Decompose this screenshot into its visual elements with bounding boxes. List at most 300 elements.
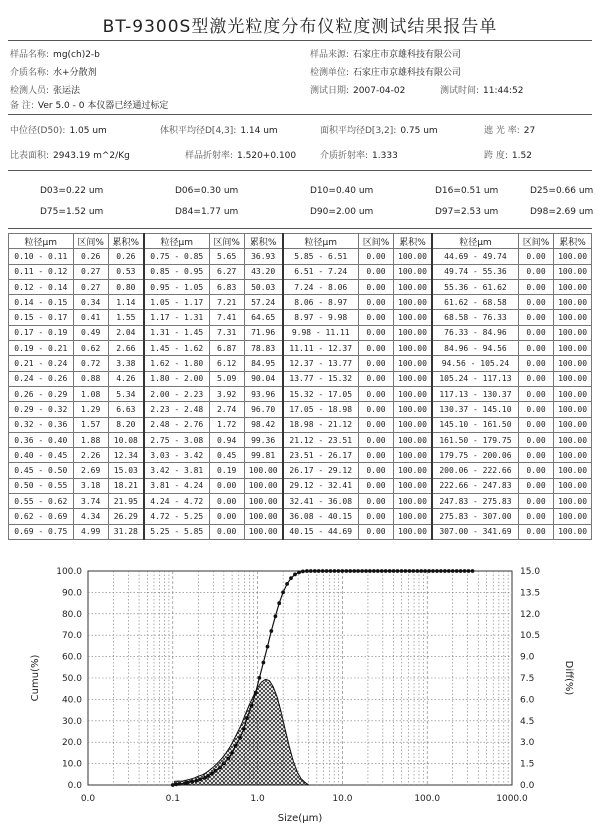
cumulative-point bbox=[356, 569, 360, 573]
cumulative-point bbox=[352, 569, 356, 573]
sample-source: 样品来源: 石家庄市京雄科技有限公司 bbox=[310, 50, 462, 60]
table-cell: 0.26 bbox=[73, 249, 108, 264]
table-cell: 2.74 bbox=[209, 402, 244, 417]
table-cell: 222.66 - 247.83 bbox=[432, 478, 519, 493]
table-row bbox=[9, 417, 592, 432]
table-cell: 26.29 bbox=[108, 509, 144, 524]
percentile-value: 0.22 um bbox=[65, 186, 104, 196]
cumulative-point bbox=[384, 569, 388, 573]
table-cell: 0.55 - 0.62 bbox=[9, 494, 74, 509]
table-cell: 179.75 - 200.06 bbox=[432, 448, 519, 463]
table-cell: 0.72 bbox=[73, 356, 108, 371]
cumulative-point bbox=[439, 569, 443, 573]
table-cell: 64.65 bbox=[244, 310, 282, 325]
table-cell: 50.03 bbox=[244, 279, 282, 294]
cumulative-point bbox=[206, 774, 210, 778]
table-cell: 0.21 - 0.24 bbox=[9, 356, 74, 371]
cumulative-point bbox=[226, 757, 230, 761]
table-cell: 0.10 - 0.11 bbox=[9, 249, 74, 264]
d43: 体积平均径D[4,3]: 1.14 um bbox=[160, 126, 278, 136]
percentile-item bbox=[40, 207, 103, 217]
x-tick-label: 10.0 bbox=[332, 794, 353, 804]
cumulative-point bbox=[372, 569, 376, 573]
table-cell: 6.27 bbox=[209, 264, 244, 279]
table-cell: 6.51 - 7.24 bbox=[283, 264, 359, 279]
span: 跨 度: 1.52 bbox=[484, 151, 532, 161]
cumulative-point bbox=[297, 571, 301, 575]
table-cell: 0.00 bbox=[358, 249, 393, 264]
table-cell: 100.00 bbox=[394, 463, 432, 478]
table-cell: 100.00 bbox=[394, 524, 432, 539]
table-cell: 100.00 bbox=[394, 402, 432, 417]
table-cell: 100.00 bbox=[394, 264, 432, 279]
table-cell: 2.69 bbox=[73, 463, 108, 478]
table-cell: 8.97 - 9.98 bbox=[283, 310, 359, 325]
percentile-item bbox=[310, 207, 373, 217]
table-cell: 0.69 - 0.75 bbox=[9, 524, 74, 539]
table-cell: 0.45 - 0.50 bbox=[9, 463, 74, 478]
table-cell: 31.28 bbox=[108, 524, 144, 539]
table-cell: 0.34 bbox=[73, 295, 108, 310]
percentile-label: D84= bbox=[175, 207, 201, 217]
table-row bbox=[9, 448, 592, 463]
table-cell: 1.72 bbox=[209, 417, 244, 432]
percentile-value: 0.66 um bbox=[555, 186, 594, 196]
table-cell: 40.15 - 44.69 bbox=[283, 524, 359, 539]
table-cell: 0.27 bbox=[73, 264, 108, 279]
table-cell: 2.66 bbox=[108, 341, 144, 356]
percentile-item bbox=[40, 186, 103, 196]
cumulative-point bbox=[285, 582, 289, 586]
table-row bbox=[9, 325, 592, 340]
x-tick-label: 0.1 bbox=[165, 794, 180, 804]
table-cell: 100.00 bbox=[554, 478, 592, 493]
table-cell: 4.72 - 5.25 bbox=[144, 509, 209, 524]
table-cell: 0.00 bbox=[358, 463, 393, 478]
y-left-tick-label: 10.0 bbox=[61, 759, 82, 770]
table-cell: 100.00 bbox=[394, 386, 432, 401]
cumulative-point bbox=[210, 772, 214, 776]
sample-refractive-index: 样品折射率: 1.520+0.100 bbox=[185, 151, 297, 161]
table-cell: 100.00 bbox=[244, 509, 282, 524]
cumulative-point bbox=[368, 569, 372, 573]
cumulative-point bbox=[329, 569, 333, 573]
percentile-value: 0.40 um bbox=[335, 186, 374, 196]
table-cell: 1.55 bbox=[108, 310, 144, 325]
x-tick-label: 0.0 bbox=[80, 794, 96, 804]
y-left-tick-label: 70.0 bbox=[61, 631, 82, 642]
divider bbox=[8, 170, 592, 171]
table-cell: 4.24 - 4.72 bbox=[144, 494, 209, 509]
table-cell: 15.32 - 17.05 bbox=[283, 386, 359, 401]
table-cell: 0.85 - 0.95 bbox=[144, 264, 209, 279]
table-cell: 0.27 bbox=[73, 279, 108, 294]
table-cell: 21.12 - 23.51 bbox=[283, 432, 359, 447]
table-cell: 100.00 bbox=[554, 249, 592, 264]
table-row bbox=[9, 494, 592, 509]
divider bbox=[8, 40, 592, 41]
table-cell: 0.49 bbox=[73, 325, 108, 340]
y-right-axis-label: Diff(%) bbox=[563, 660, 574, 696]
table-header-cell: 累积% bbox=[394, 234, 432, 249]
table-cell: 2.23 - 2.48 bbox=[144, 402, 209, 417]
cumulative-point bbox=[423, 569, 427, 573]
table-cell: 100.00 bbox=[394, 325, 432, 340]
table-cell: 1.29 bbox=[73, 402, 108, 417]
table-cell: 90.04 bbox=[244, 371, 282, 386]
tester: 检测人员: 张运法 bbox=[10, 86, 81, 96]
table-row bbox=[9, 341, 592, 356]
table-cell: 0.00 bbox=[358, 386, 393, 401]
cumulative-point bbox=[262, 661, 266, 665]
cumulative-point bbox=[348, 569, 352, 573]
table-cell: 61.62 - 68.58 bbox=[432, 295, 519, 310]
d32: 面积平均径D[3,2]: 0.75 um bbox=[320, 126, 438, 136]
table-cell: 0.00 bbox=[518, 494, 553, 509]
table-cell: 5.25 - 5.85 bbox=[144, 524, 209, 539]
table-cell: 0.17 - 0.19 bbox=[9, 325, 74, 340]
table-cell: 6.63 bbox=[108, 402, 144, 417]
table-cell: 3.92 bbox=[209, 386, 244, 401]
table-cell: 8.06 - 8.97 bbox=[283, 295, 359, 310]
table-cell: 2.48 - 2.76 bbox=[144, 417, 209, 432]
table-cell: 100.00 bbox=[554, 463, 592, 478]
table-cell: 9.98 - 11.11 bbox=[283, 325, 359, 340]
table-header-cell: 粒径μm bbox=[283, 234, 359, 249]
table-cell: 0.15 - 0.17 bbox=[9, 310, 74, 325]
table-cell: 0.00 bbox=[209, 478, 244, 493]
table-cell: 3.42 - 3.81 bbox=[144, 463, 209, 478]
y-left-tick-label: 30.0 bbox=[61, 716, 82, 727]
table-cell: 100.00 bbox=[554, 417, 592, 432]
table-cell: 0.00 bbox=[518, 325, 553, 340]
table-cell: 117.13 - 130.37 bbox=[432, 386, 519, 401]
table-cell: 23.51 - 26.17 bbox=[283, 448, 359, 463]
table-cell: 0.00 bbox=[518, 371, 553, 386]
table-cell: 18.98 - 21.12 bbox=[283, 417, 359, 432]
table-row bbox=[9, 310, 592, 325]
table-cell: 78.83 bbox=[244, 341, 282, 356]
table-cell: 100.00 bbox=[554, 494, 592, 509]
cumulative-point bbox=[411, 569, 415, 573]
cumulative-point bbox=[415, 569, 419, 573]
table-cell: 21.95 bbox=[108, 494, 144, 509]
y-right-tick-label: 9.0 bbox=[520, 652, 535, 663]
cumulative-point bbox=[321, 569, 325, 573]
table-cell: 0.29 - 0.32 bbox=[9, 402, 74, 417]
x-tick-label: 1.0 bbox=[250, 794, 265, 804]
table-cell: 96.70 bbox=[244, 402, 282, 417]
x-tick-label: 100.0 bbox=[414, 794, 441, 804]
distribution-chart bbox=[0, 559, 600, 829]
table-cell: 0.00 bbox=[518, 341, 553, 356]
cumulative-point bbox=[376, 569, 380, 573]
table-cell: 44.69 - 49.74 bbox=[432, 249, 519, 264]
table-cell: 43.20 bbox=[244, 264, 282, 279]
cumulative-point bbox=[195, 779, 199, 783]
percentile-label: D98= bbox=[530, 207, 556, 217]
table-cell: 0.00 bbox=[518, 386, 553, 401]
table-cell: 3.81 - 4.24 bbox=[144, 478, 209, 493]
table-cell: 0.00 bbox=[518, 417, 553, 432]
table-cell: 0.12 - 0.14 bbox=[9, 279, 74, 294]
cumulative-point bbox=[214, 769, 218, 773]
table-cell: 17.05 - 18.98 bbox=[283, 402, 359, 417]
table-cell: 1.45 - 1.62 bbox=[144, 341, 209, 356]
table-cell: 55.36 - 61.62 bbox=[432, 279, 519, 294]
y-right-tick-label: 10.5 bbox=[520, 631, 541, 642]
percentile-value: 1.77 um bbox=[200, 207, 239, 217]
table-header-cell: 累积% bbox=[244, 234, 282, 249]
table-cell: 99.36 bbox=[244, 432, 282, 447]
table-cell: 71.96 bbox=[244, 325, 282, 340]
cumulative-point bbox=[451, 569, 455, 573]
cumulative-point bbox=[317, 569, 321, 573]
cumulative-point bbox=[435, 569, 439, 573]
table-cell: 0.62 - 0.69 bbox=[9, 509, 74, 524]
table-cell: 0.00 bbox=[518, 478, 553, 493]
cumulative-point bbox=[258, 676, 262, 680]
table-cell: 6.83 bbox=[209, 279, 244, 294]
table-cell: 100.00 bbox=[554, 432, 592, 447]
table-cell: 13.77 - 15.32 bbox=[283, 371, 359, 386]
table-cell: 76.33 - 84.96 bbox=[432, 325, 519, 340]
table-cell: 0.00 bbox=[358, 478, 393, 493]
table-cell: 0.00 bbox=[358, 402, 393, 417]
cumulative-point bbox=[431, 569, 435, 573]
table-cell: 0.36 - 0.40 bbox=[9, 432, 74, 447]
table-cell: 0.45 bbox=[209, 448, 244, 463]
cumulative-point bbox=[174, 783, 178, 787]
cumulative-point bbox=[380, 569, 384, 573]
cumulative-point bbox=[254, 691, 258, 695]
table-cell: 0.19 - 0.21 bbox=[9, 341, 74, 356]
table-cell: 100.00 bbox=[554, 341, 592, 356]
table-cell: 7.31 bbox=[209, 325, 244, 340]
table-row bbox=[9, 295, 592, 310]
table-cell: 5.34 bbox=[108, 386, 144, 401]
table-header-cell: 区间% bbox=[358, 234, 393, 249]
table-cell: 0.00 bbox=[209, 494, 244, 509]
table-cell: 0.00 bbox=[518, 509, 553, 524]
table-cell: 6.87 bbox=[209, 341, 244, 356]
percentile-value: 0.51 um bbox=[460, 186, 499, 196]
table-cell: 49.74 - 55.36 bbox=[432, 264, 519, 279]
cumulative-point bbox=[301, 570, 305, 574]
table-cell: 2.26 bbox=[73, 448, 108, 463]
table-cell: 0.32 - 0.36 bbox=[9, 417, 74, 432]
specific-surface-area: 比表面积: 2943.19 m^2/Kg bbox=[10, 151, 130, 161]
table-row bbox=[9, 402, 592, 417]
percentile-label: D16= bbox=[435, 186, 461, 196]
table-cell: 100.00 bbox=[554, 386, 592, 401]
cumulative-point bbox=[388, 569, 392, 573]
table-cell: 84.96 - 94.56 bbox=[432, 341, 519, 356]
percentile-value: 2.53 um bbox=[460, 207, 499, 217]
cumulative-point bbox=[340, 569, 344, 573]
table-cell: 1.08 bbox=[73, 386, 108, 401]
table-cell: 0.11 - 0.12 bbox=[9, 264, 74, 279]
obscuration: 遮 光 率: 27 bbox=[484, 126, 536, 136]
cumulative-point bbox=[238, 736, 242, 740]
table-row bbox=[9, 509, 592, 524]
table-cell: 100.00 bbox=[554, 402, 592, 417]
table-cell: 0.62 bbox=[73, 341, 108, 356]
cumulative-point bbox=[459, 569, 463, 573]
cumulative-point bbox=[242, 727, 246, 731]
table-cell: 0.00 bbox=[518, 402, 553, 417]
y-left-tick-label: 90.0 bbox=[61, 588, 82, 599]
table-cell: 26.17 - 29.12 bbox=[283, 463, 359, 478]
table-cell: 247.83 - 275.83 bbox=[432, 494, 519, 509]
cumulative-point bbox=[305, 569, 309, 573]
percentile-label: D75= bbox=[40, 207, 66, 217]
divider bbox=[8, 114, 592, 115]
y-right-tick-label: 12.0 bbox=[520, 609, 541, 620]
percentile-item bbox=[175, 186, 238, 196]
cumulative-point bbox=[392, 569, 396, 573]
y-right-tick-label: 0.0 bbox=[520, 781, 535, 791]
cumulative-point bbox=[250, 704, 254, 708]
table-cell: 0.00 bbox=[518, 524, 553, 539]
percentile-item bbox=[175, 207, 238, 217]
cumulative-point bbox=[186, 781, 190, 785]
table-cell: 8.20 bbox=[108, 417, 144, 432]
table-cell: 100.00 bbox=[394, 249, 432, 264]
table-row bbox=[9, 432, 592, 447]
table-cell: 100.00 bbox=[394, 341, 432, 356]
table-cell: 5.85 - 6.51 bbox=[283, 249, 359, 264]
cumulative-point bbox=[274, 614, 278, 618]
y-right-tick-label: 15.0 bbox=[520, 567, 541, 577]
table-header-cell: 累积% bbox=[554, 234, 592, 249]
cumulative-point bbox=[277, 601, 281, 605]
table-row bbox=[9, 356, 592, 371]
table-cell: 0.88 bbox=[73, 371, 108, 386]
table-cell: 0.14 - 0.15 bbox=[9, 295, 74, 310]
table-cell: 0.00 bbox=[358, 494, 393, 509]
table-cell: 0.95 - 1.05 bbox=[144, 279, 209, 294]
y-left-tick-label: 40.0 bbox=[61, 695, 82, 706]
table-cell: 0.00 bbox=[209, 524, 244, 539]
table-row bbox=[9, 279, 592, 294]
table-cell: 7.21 bbox=[209, 295, 244, 310]
table-cell: 0.00 bbox=[358, 432, 393, 447]
y-right-tick-label: 4.5 bbox=[520, 716, 535, 727]
y-right-tick-label: 6.0 bbox=[520, 695, 535, 706]
table-cell: 99.81 bbox=[244, 448, 282, 463]
percentile-label: D90= bbox=[310, 207, 336, 217]
table-cell: 0.40 - 0.45 bbox=[9, 448, 74, 463]
table-header-cell: 区间% bbox=[73, 234, 108, 249]
table-cell: 100.00 bbox=[554, 279, 592, 294]
cumulative-point bbox=[245, 716, 249, 720]
table-cell: 307.00 - 341.69 bbox=[432, 524, 519, 539]
cumulative-point bbox=[419, 569, 423, 573]
table-cell: 0.00 bbox=[209, 509, 244, 524]
sample-name: 样品名称: mg(ch)2-b bbox=[10, 50, 100, 60]
table-cell: 29.12 - 32.41 bbox=[283, 478, 359, 493]
table-cell: 0.00 bbox=[358, 310, 393, 325]
table-cell: 0.50 - 0.55 bbox=[9, 478, 74, 493]
table-cell: 1.80 - 2.00 bbox=[144, 371, 209, 386]
distribution-table bbox=[8, 233, 592, 540]
y-left-tick-label: 0.0 bbox=[67, 781, 82, 791]
table-cell: 100.00 bbox=[394, 310, 432, 325]
table-cell: 100.00 bbox=[394, 448, 432, 463]
table-cell: 93.96 bbox=[244, 386, 282, 401]
table-header-cell: 粒径μm bbox=[432, 234, 519, 249]
cumulative-point bbox=[190, 780, 194, 784]
table-cell: 0.19 bbox=[209, 463, 244, 478]
table-cell: 3.18 bbox=[73, 478, 108, 493]
test-date: 测试日期: 2007-04-02 bbox=[310, 86, 406, 96]
x-axis-label: Size(μm) bbox=[277, 813, 323, 824]
table-cell: 84.95 bbox=[244, 356, 282, 371]
table-cell: 5.65 bbox=[209, 249, 244, 264]
table-cell: 0.75 - 0.85 bbox=[144, 249, 209, 264]
table-cell: 3.38 bbox=[108, 356, 144, 371]
table-cell: 0.00 bbox=[518, 310, 553, 325]
table-cell: 0.00 bbox=[358, 295, 393, 310]
table-cell: 275.83 - 307.00 bbox=[432, 509, 519, 524]
table-cell: 0.00 bbox=[518, 295, 553, 310]
table-cell: 100.00 bbox=[394, 295, 432, 310]
table-cell: 11.11 - 12.37 bbox=[283, 341, 359, 356]
table-cell: 0.24 - 0.26 bbox=[9, 371, 74, 386]
table-cell: 3.03 - 3.42 bbox=[144, 448, 209, 463]
cumulative-point bbox=[427, 569, 431, 573]
percentile-label: D06= bbox=[175, 186, 201, 196]
percentile-label: D10= bbox=[310, 186, 336, 196]
table-cell: 100.00 bbox=[394, 478, 432, 493]
table-header-cell: 区间% bbox=[209, 234, 244, 249]
table-cell: 100.00 bbox=[554, 524, 592, 539]
table-cell: 130.37 - 145.10 bbox=[432, 402, 519, 417]
table-cell: 0.00 bbox=[518, 356, 553, 371]
table-header-cell: 累积% bbox=[108, 234, 144, 249]
cumulative-point bbox=[218, 766, 222, 770]
table-cell: 100.00 bbox=[554, 356, 592, 371]
table-header-cell: 粒径μm bbox=[144, 234, 209, 249]
cumulative-point bbox=[360, 569, 364, 573]
table-cell: 7.41 bbox=[209, 310, 244, 325]
medium-refractive-index: 介质折射率: 1.333 bbox=[320, 151, 398, 161]
cumulative-point bbox=[443, 569, 447, 573]
table-cell: 0.00 bbox=[518, 432, 553, 447]
table-cell: 57.24 bbox=[244, 295, 282, 310]
table-cell: 0.00 bbox=[358, 279, 393, 294]
percentile-value: 2.00 um bbox=[335, 207, 374, 217]
table-cell: 1.88 bbox=[73, 432, 108, 447]
table-cell: 100.00 bbox=[394, 417, 432, 432]
table-cell: 100.00 bbox=[554, 371, 592, 386]
inspection-unit: 检测单位: 石家庄市京雄科技有限公司 bbox=[310, 68, 462, 78]
cumulative-point bbox=[471, 569, 475, 573]
table-header-row bbox=[9, 234, 592, 249]
table-row bbox=[9, 463, 592, 478]
percentile-label: D97= bbox=[435, 207, 461, 217]
table-cell: 0.00 bbox=[358, 509, 393, 524]
table-cell: 12.37 - 13.77 bbox=[283, 356, 359, 371]
table-cell: 94.56 - 105.24 bbox=[432, 356, 519, 371]
table-cell: 145.10 - 161.50 bbox=[432, 417, 519, 432]
table-cell: 0.94 bbox=[209, 432, 244, 447]
table-cell: 32.41 - 36.08 bbox=[283, 494, 359, 509]
table-cell: 0.53 bbox=[108, 264, 144, 279]
y-right-tick-label: 1.5 bbox=[520, 759, 535, 770]
table-cell: 4.34 bbox=[73, 509, 108, 524]
